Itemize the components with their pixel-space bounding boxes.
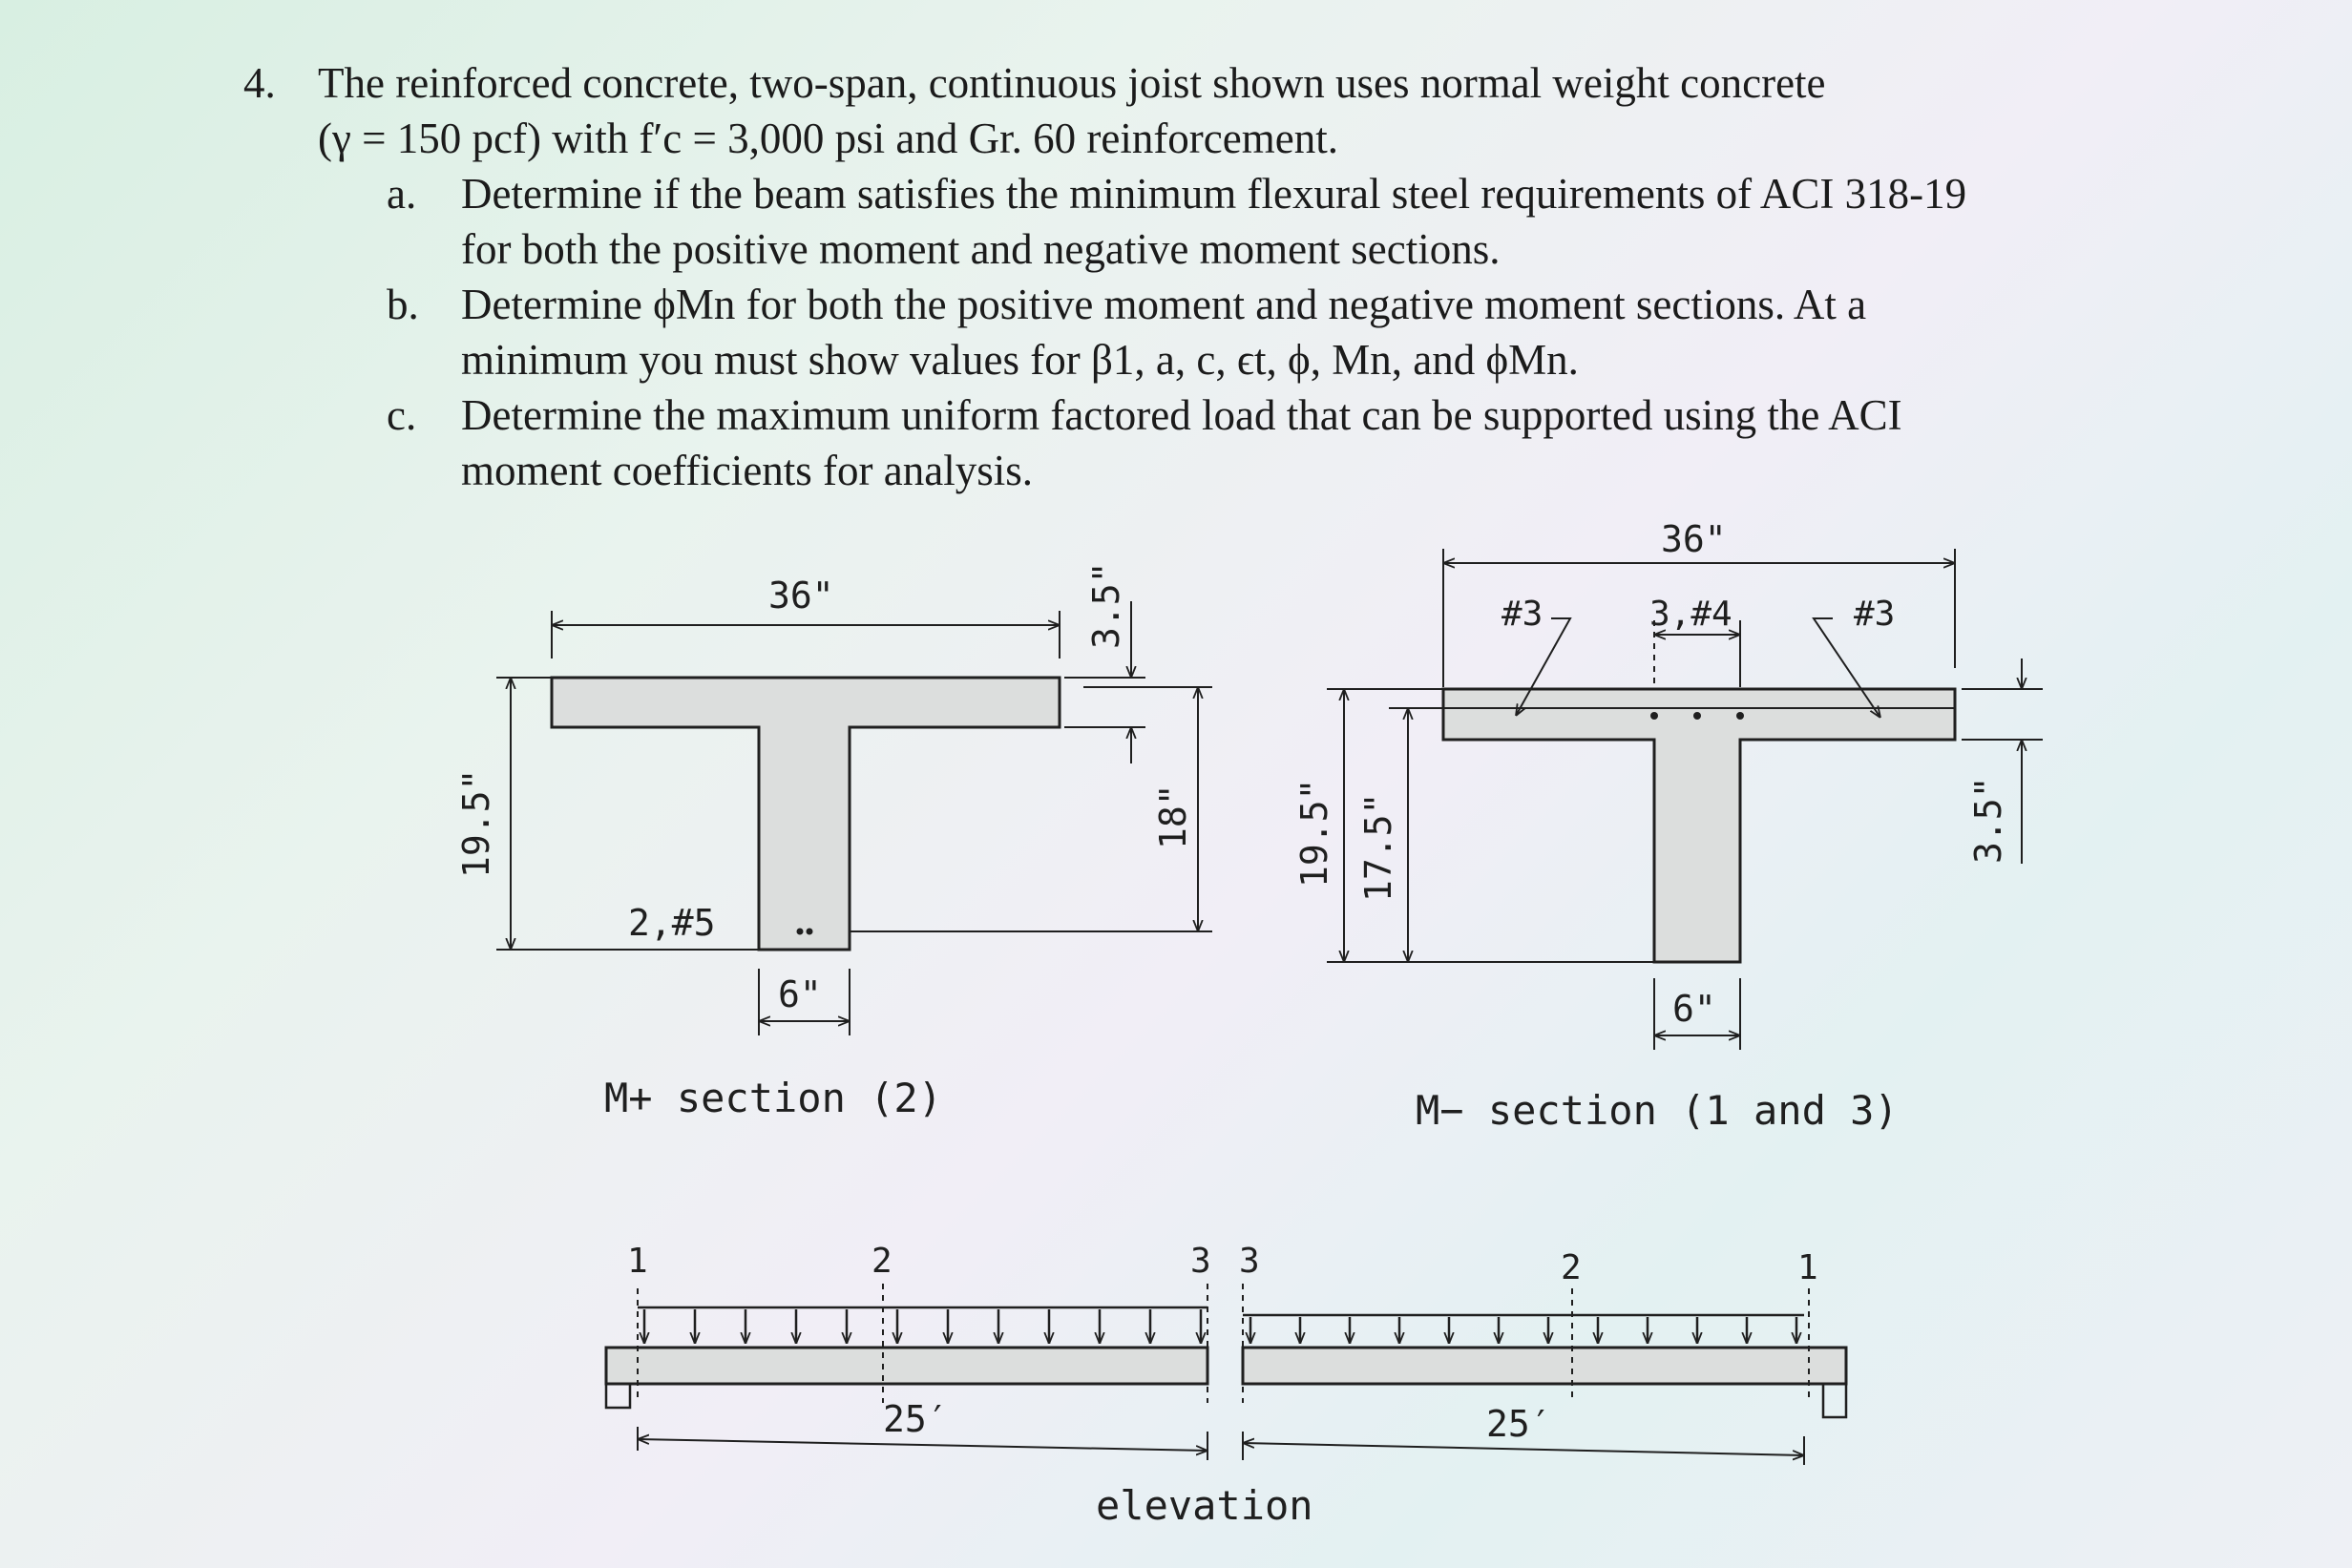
flange-thickness-label: 3.5" bbox=[1967, 776, 2009, 864]
bars-left-label: #3 bbox=[1502, 595, 1544, 634]
section-mark: 1 bbox=[627, 1242, 648, 1281]
bars-center-label: 3,#4 bbox=[1649, 595, 1732, 634]
section-mark: 2 bbox=[1561, 1248, 1582, 1287]
flange-thickness-label: 3.5" bbox=[1085, 561, 1127, 649]
t-beam-outline bbox=[1443, 689, 1955, 962]
part-text: minimum you must show values for β1, a, c, ϵt, ϕ, Mn, and ϕMn. bbox=[461, 336, 1579, 384]
flange-width-label: 36" bbox=[768, 575, 834, 617]
section-mark: 3 bbox=[1239, 1242, 1260, 1281]
bars-label: 2,#5 bbox=[628, 902, 716, 944]
part-label: a. bbox=[387, 170, 417, 218]
section-mark: 2 bbox=[872, 1242, 892, 1281]
web-width-label: 6" bbox=[1672, 988, 1716, 1030]
part-label: b. bbox=[387, 281, 419, 328]
beam-right-span bbox=[1243, 1348, 1846, 1384]
part-text: Determine the maximum uniform factored load that can be supported using the ACI bbox=[461, 391, 1902, 439]
positive-section-drawing bbox=[496, 601, 1212, 1035]
rebar-dot bbox=[797, 929, 804, 935]
total-depth-label: 19.5" bbox=[1293, 778, 1335, 888]
web-width-label: 6" bbox=[778, 973, 822, 1015]
span-right-label: 25′ bbox=[1486, 1403, 1552, 1445]
part-text: Determine if the beam satisfies the minimum flexural steel requirements of ACI 318-19 bbox=[461, 170, 1967, 218]
bars-right-label: #3 bbox=[1854, 595, 1896, 634]
total-depth-label: 19.5" bbox=[455, 768, 497, 878]
span-left-label: 25′ bbox=[883, 1398, 949, 1440]
part-label: c. bbox=[387, 391, 417, 439]
rebar-dot bbox=[1693, 712, 1701, 720]
beam-left-span bbox=[606, 1348, 1208, 1384]
effective-depth-label: 17.5" bbox=[1357, 792, 1399, 902]
negative-section-caption: M− section (1 and 3) bbox=[1416, 1087, 1899, 1134]
dimension-line bbox=[638, 1439, 1208, 1451]
stem-line-1: The reinforced concrete, two-span, continuous joist shown uses normal weight concrete bbox=[318, 59, 1826, 107]
problem-number: 4. bbox=[243, 59, 276, 107]
rebar-dot bbox=[1650, 712, 1658, 720]
effective-depth-label: 18" bbox=[1152, 784, 1194, 849]
positive-section-caption: M+ section (2) bbox=[604, 1075, 943, 1121]
rebar-dot bbox=[807, 929, 813, 935]
elevation-caption: elevation bbox=[1096, 1482, 1313, 1529]
section-mark: 1 bbox=[1797, 1248, 1818, 1287]
rebar-dot bbox=[1736, 712, 1744, 720]
part-text: moment coefficients for analysis. bbox=[461, 447, 1033, 494]
elevation-drawing bbox=[606, 1284, 1846, 1465]
flange-width-label: 36" bbox=[1661, 518, 1727, 560]
part-text: for both the positive moment and negative moment sections. bbox=[461, 225, 1501, 273]
section-mark: 3 bbox=[1190, 1242, 1211, 1281]
stem-line-2: (γ = 150 pcf) with f′c = 3,000 psi and Gr. 60 reinforcement. bbox=[318, 115, 1338, 162]
part-text: Determine ϕMn for both the positive moment and negative moment sections. At a bbox=[461, 281, 1867, 328]
